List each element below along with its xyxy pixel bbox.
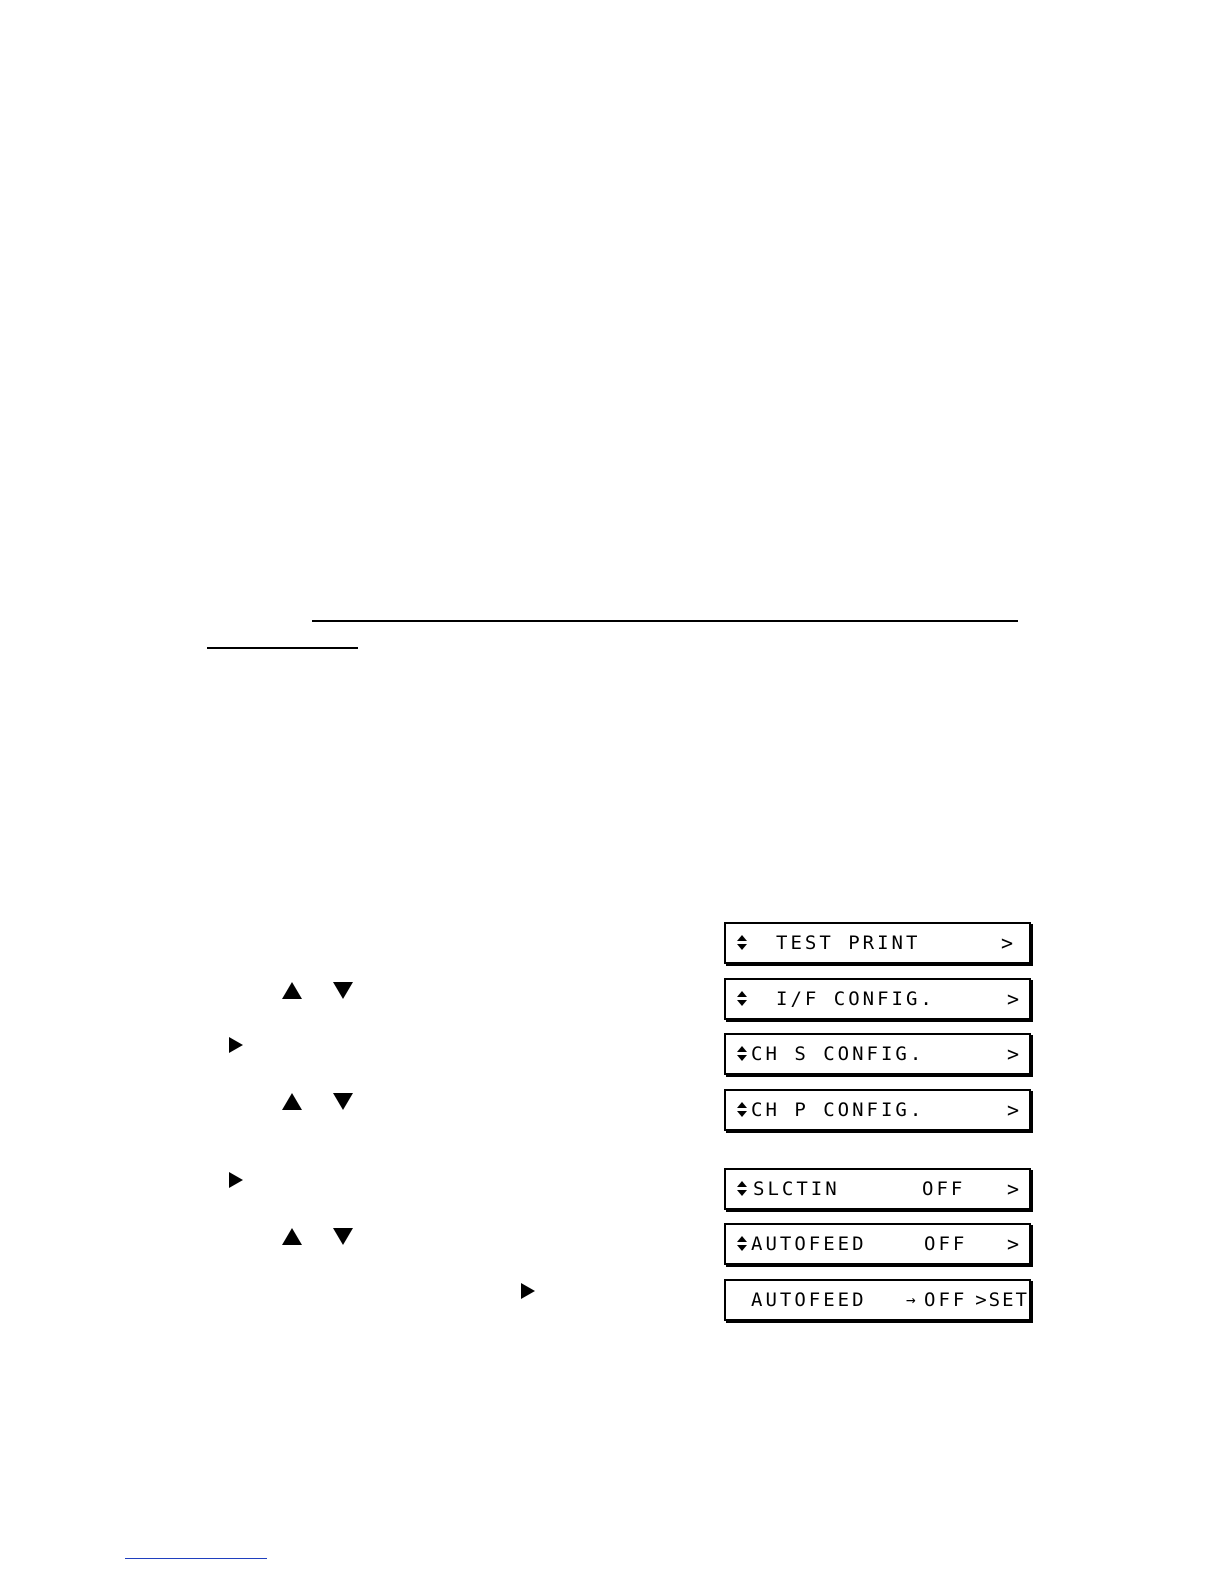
chevron-right-icon: > — [1006, 1177, 1019, 1201]
lcd-screen-slctin — [724, 1168, 1031, 1210]
lcd-screen-if-config — [724, 978, 1031, 1020]
down-arrow-key-icon — [333, 1228, 353, 1245]
down-arrow-key-icon — [333, 982, 353, 999]
up-down-arrows-icon — [736, 1046, 748, 1062]
right-arrow-key-icon — [229, 1172, 243, 1188]
right-arrow-key-icon — [229, 1037, 243, 1053]
lcd-set-indicator: >SET — [975, 1289, 1029, 1311]
chevron-right-icon: > — [1006, 987, 1019, 1011]
lcd-screen-ch-s-config — [724, 1033, 1031, 1075]
lcd-value: OFF — [924, 1289, 968, 1311]
lcd-label: CH P CONFIG. — [751, 1099, 925, 1121]
lcd-screen-test-print — [724, 922, 1031, 964]
down-arrow-key-icon — [333, 1093, 353, 1110]
lcd-label: I/F CONFIG. — [776, 988, 935, 1010]
lcd-screen-autofeed — [724, 1223, 1031, 1265]
up-arrow-key-icon — [282, 1093, 302, 1110]
lcd-value: OFF — [922, 1178, 966, 1200]
up-arrow-key-icon — [282, 982, 302, 999]
up-down-arrows-icon — [736, 991, 748, 1007]
chevron-right-icon: > — [1006, 1098, 1019, 1122]
up-down-arrows-icon — [736, 935, 748, 951]
chevron-right-icon: > — [1006, 1232, 1019, 1256]
lcd-value: OFF — [924, 1233, 968, 1255]
chevron-right-icon: > — [1000, 931, 1013, 955]
up-down-arrows-icon — [736, 1181, 748, 1197]
lcd-screen-autofeed-set — [724, 1279, 1031, 1321]
lcd-label: SLCTIN — [753, 1178, 840, 1200]
header-rule-bottom — [207, 647, 358, 649]
right-arrow-key-icon — [521, 1283, 535, 1299]
up-down-arrows-icon — [736, 1102, 748, 1118]
up-down-arrows-icon — [736, 1236, 748, 1252]
lcd-screen-ch-p-config — [724, 1089, 1031, 1131]
lcd-label: TEST PRINT — [776, 932, 921, 954]
lcd-label: AUTOFEED — [751, 1233, 867, 1255]
right-arrow-icon: → — [906, 1290, 916, 1309]
chevron-right-icon: > — [1006, 1042, 1019, 1066]
header-rule-top — [312, 620, 1018, 622]
footer-rule — [125, 1558, 267, 1559]
up-arrow-key-icon — [282, 1228, 302, 1245]
lcd-label: AUTOFEED — [751, 1289, 867, 1311]
lcd-label: CH S CONFIG. — [751, 1043, 925, 1065]
